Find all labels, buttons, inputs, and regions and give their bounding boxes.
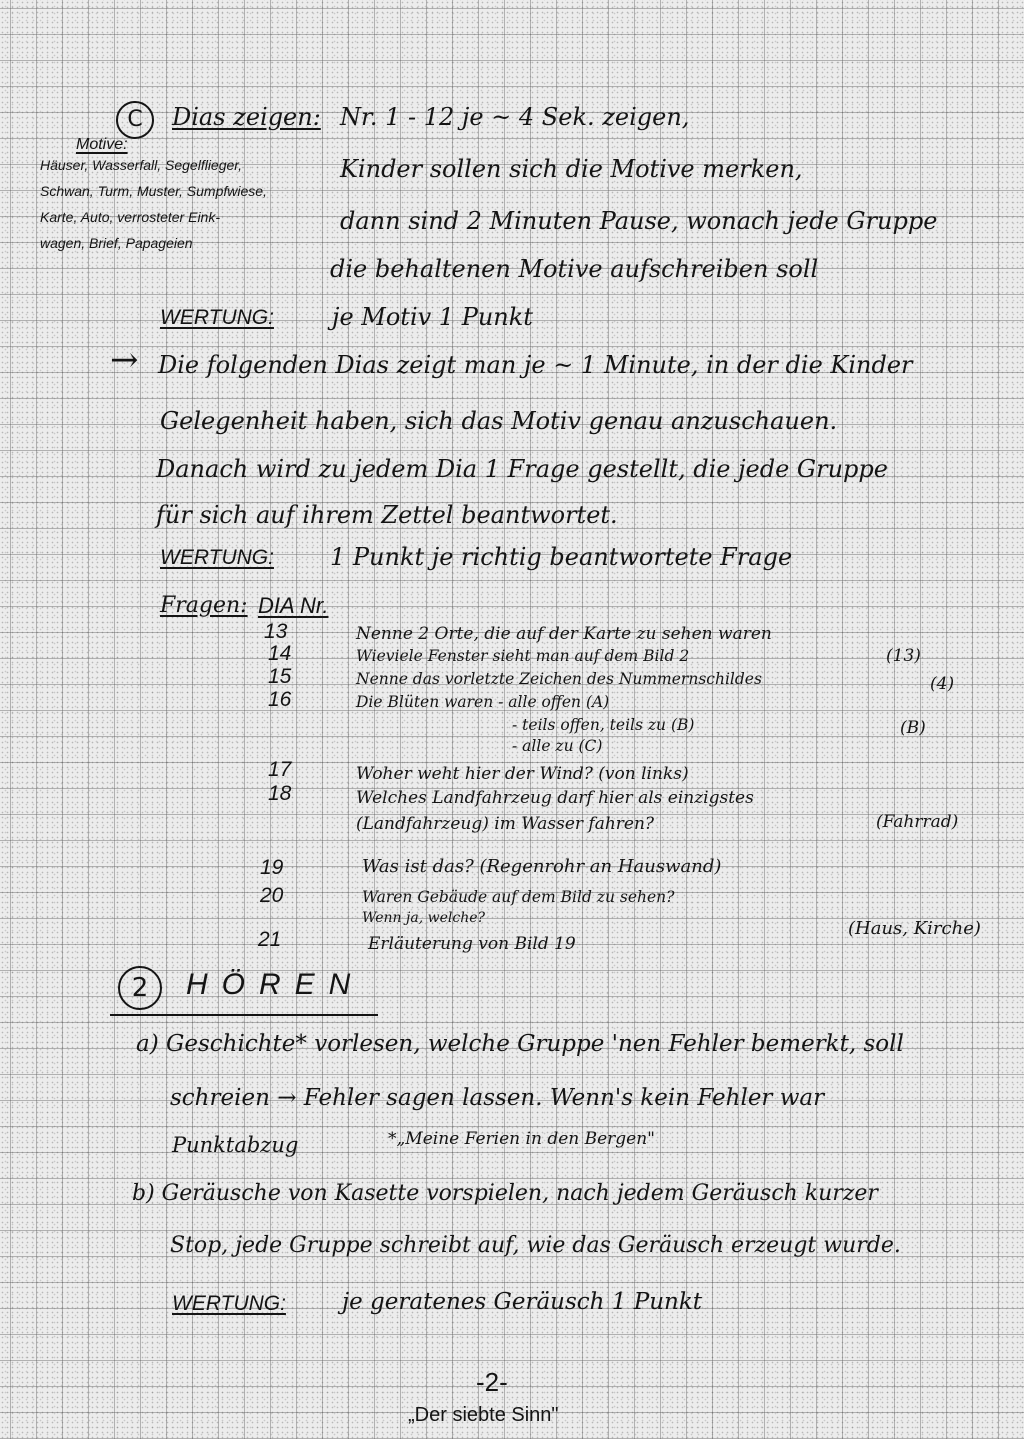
dia-paragraph-line: Die folgenden Dias zeigt man je ~ 1 Minute, in der die Kinder — [158, 351, 913, 379]
dia-paragraph-line: Gelegenheit haben, sich das Motiv genau anzuschauen. — [160, 407, 838, 435]
question-text: Wieviele Fenster sieht man auf dem Bild 2 — [356, 647, 690, 665]
dia-paragraph-line: für sich auf ihrem Zettel beantwortet. — [156, 501, 618, 529]
question-text: Erläuterung von Bild 19 — [368, 934, 576, 954]
section-2-marker: 2 — [118, 966, 162, 1010]
question-text: - alle zu (C) — [512, 737, 603, 755]
question-text: Woher weht hier der Wind? (von links) — [356, 764, 689, 784]
motive-line: Karte, Auto, verrosteter Eink- — [40, 209, 220, 225]
section-c-line: dann sind 2 Minuten Pause, wonach jede Gruppe — [340, 207, 938, 235]
wertung-label: WERTUNG: — [160, 546, 274, 569]
question-text: Nenne 2 Orte, die auf der Karte zu sehen waren — [356, 624, 772, 644]
section-c-line: Nr. 1 - 12 je ~ 4 Sek. zeigen, — [340, 103, 690, 131]
wertung-label: WERTUNG: — [160, 306, 274, 329]
question-text: - teils offen, teils zu (B) — [512, 716, 695, 734]
question-number: 13 — [264, 620, 288, 643]
question-answer: (Fahrrad) — [876, 812, 959, 832]
hoeren-a-line: schreien → Fehler sagen lassen. Wenn's kein Fehler war — [170, 1085, 825, 1111]
question-number: 18 — [268, 782, 292, 805]
section-2-underline — [110, 1014, 378, 1016]
question-text: Nenne das vorletzte Zeichen des Nummernschildes — [356, 670, 762, 688]
hoeren-b-line: b) Geräusche von Kasette vorspielen, nach jedem Geräusch kurzer — [132, 1181, 878, 1206]
dia-paragraph-line: Danach wird zu jedem Dia 1 Frage gestellt, die jede Gruppe — [156, 455, 888, 483]
question-text: Wenn ja, welche? — [362, 910, 485, 926]
footer-caption: „Der siebte Sinn" — [408, 1404, 559, 1426]
question-number: 16 — [268, 688, 292, 711]
question-number: 19 — [260, 856, 284, 879]
section-2-title: HÖREN — [186, 968, 365, 1001]
question-number: 17 — [268, 758, 292, 781]
hoeren-b-line: Stop, jede Gruppe schreibt auf, wie das Geräusch erzeugt wurde. — [170, 1233, 901, 1258]
question-text: (Landfahrzeug) im Wasser fahren? — [356, 814, 655, 834]
motive-line: wagen, Brief, Papageien — [40, 235, 193, 251]
wertung-text: je geratenes Geräusch 1 Punkt — [342, 1289, 703, 1315]
hoeren-a-line: Punktabzug — [172, 1133, 299, 1157]
section-c-marker: C — [116, 101, 154, 139]
question-answer: (Haus, Kirche) — [848, 918, 981, 939]
wertung-text: je Motiv 1 Punkt — [332, 303, 533, 331]
section-c-line: die behaltenen Motive aufschreiben soll — [330, 255, 819, 283]
motive-heading: Motive: — [76, 136, 128, 153]
wertung-text: 1 Punkt je richtig beantwortete Frage — [330, 543, 793, 571]
question-answer: (13) — [886, 646, 921, 666]
motive-line: Häuser, Wasserfall, Segelflieger, — [40, 157, 243, 173]
question-number: 15 — [268, 665, 292, 688]
section-c-line: Kinder sollen sich die Motive merken, — [340, 155, 803, 183]
wertung-label: WERTUNG: — [172, 1292, 286, 1315]
question-answer: (4) — [930, 674, 955, 694]
question-number: 21 — [258, 928, 282, 951]
hoeren-a-line: a) Geschichte* vorlesen, welche Gruppe 'nen Fehler bemerkt, soll — [136, 1031, 904, 1057]
question-number: 14 — [268, 642, 292, 665]
motive-line: Schwan, Turm, Muster, Sumpfwiese, — [40, 183, 267, 199]
question-text: Welches Landfahrzeug darf hier als einzigstes — [356, 788, 754, 808]
dia-nr-label: DIA Nr. — [258, 593, 329, 618]
question-text: Die Blüten waren - alle offen (A) — [356, 693, 610, 711]
page-number: -2- — [476, 1367, 508, 1397]
question-number: 20 — [260, 884, 284, 907]
arrow-icon: → — [110, 340, 139, 380]
question-text: Was ist das? (Regenrohr an Hauswand) — [362, 856, 722, 877]
question-answer: (B) — [900, 718, 926, 738]
hoeren-footnote: *„Meine Ferien in den Bergen" — [388, 1129, 656, 1149]
question-text: Waren Gebäude auf dem Bild zu sehen? — [362, 888, 675, 906]
section-c-label: Dias zeigen: — [172, 103, 321, 131]
fragen-label: Fragen: — [160, 593, 248, 618]
